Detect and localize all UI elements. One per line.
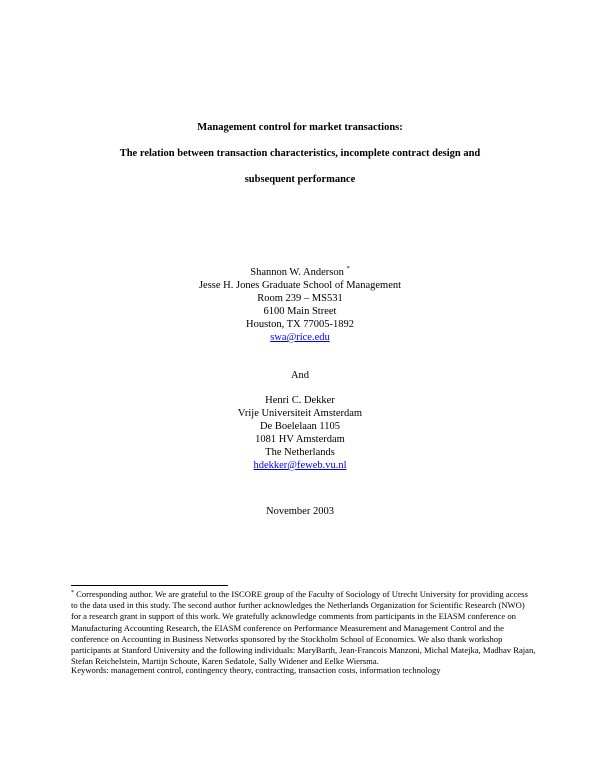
author1-footnote-mark[interactable]: * bbox=[346, 265, 350, 272]
author1-name: Shannon W. Anderson bbox=[250, 267, 344, 278]
author2-name: Henri C. Dekker bbox=[265, 395, 335, 406]
author2-block bbox=[0, 394, 600, 472]
author1-street: 6100 Main Street bbox=[263, 306, 337, 317]
footnote bbox=[71, 589, 536, 667]
footnote-divider bbox=[71, 585, 228, 586]
and-separator: And bbox=[290, 370, 310, 381]
author1-room: Room 239 – MS531 bbox=[257, 293, 343, 304]
author2-affiliation: Vrije Universiteit Amsterdam bbox=[237, 408, 363, 419]
title-line-2: The relation between transaction characteristics, incomplete contract design and bbox=[119, 148, 481, 159]
author2-country: The Netherlands bbox=[265, 447, 335, 458]
title-line-1: Management control for market transactions: bbox=[197, 122, 403, 133]
author2-city: 1081 HV Amsterdam bbox=[255, 434, 345, 445]
author2-street: De Boelelaan 1105 bbox=[259, 421, 341, 432]
keywords: Keywords: management control, contingency theory, contracting, transaction costs, information technology bbox=[71, 665, 441, 675]
author1-city: Houston, TX 77005-1892 bbox=[245, 319, 354, 330]
author1-block bbox=[0, 266, 600, 344]
footnote-text: Corresponding author. We are grateful to the ISCORE group of the Faculty of Sociology of Utrecht University for providing access to the data used in this study. The second author further acknowledges the Netherlands Organization for Scientific Research (NWO) for a research grant in support of this work. We gratefully acknowledge comments from participants in the EIASM conference on Manufacturing Accounting Research, the EIASM conference on Performance Measurement and Management Control and the conference on Accounting in Business Networks sponsored by the Stockholm School of Economics. We also thank workshop participants at Stanford University and the following individuals: MaryBarth, Jean-Francois Manzoni, Michal Matejka, Madhav Rajan, Stefan Reichelstein, Martijn Schoute, Karen Sedatole, Sally Widener and Eelke Wiersma. bbox=[71, 589, 536, 667]
publication-date: November 2003 bbox=[266, 506, 334, 517]
footnote-mark: * bbox=[71, 590, 74, 596]
author1-name-line bbox=[0, 266, 600, 279]
author1-affiliation: Jesse H. Jones Graduate School of Management bbox=[198, 280, 402, 291]
author2-email-link[interactable]: hdekker@feweb.vu.nl bbox=[253, 460, 347, 471]
title-line-3: subsequent performance bbox=[244, 174, 356, 185]
author1-email-link[interactable]: swa@rice.edu bbox=[270, 332, 330, 343]
